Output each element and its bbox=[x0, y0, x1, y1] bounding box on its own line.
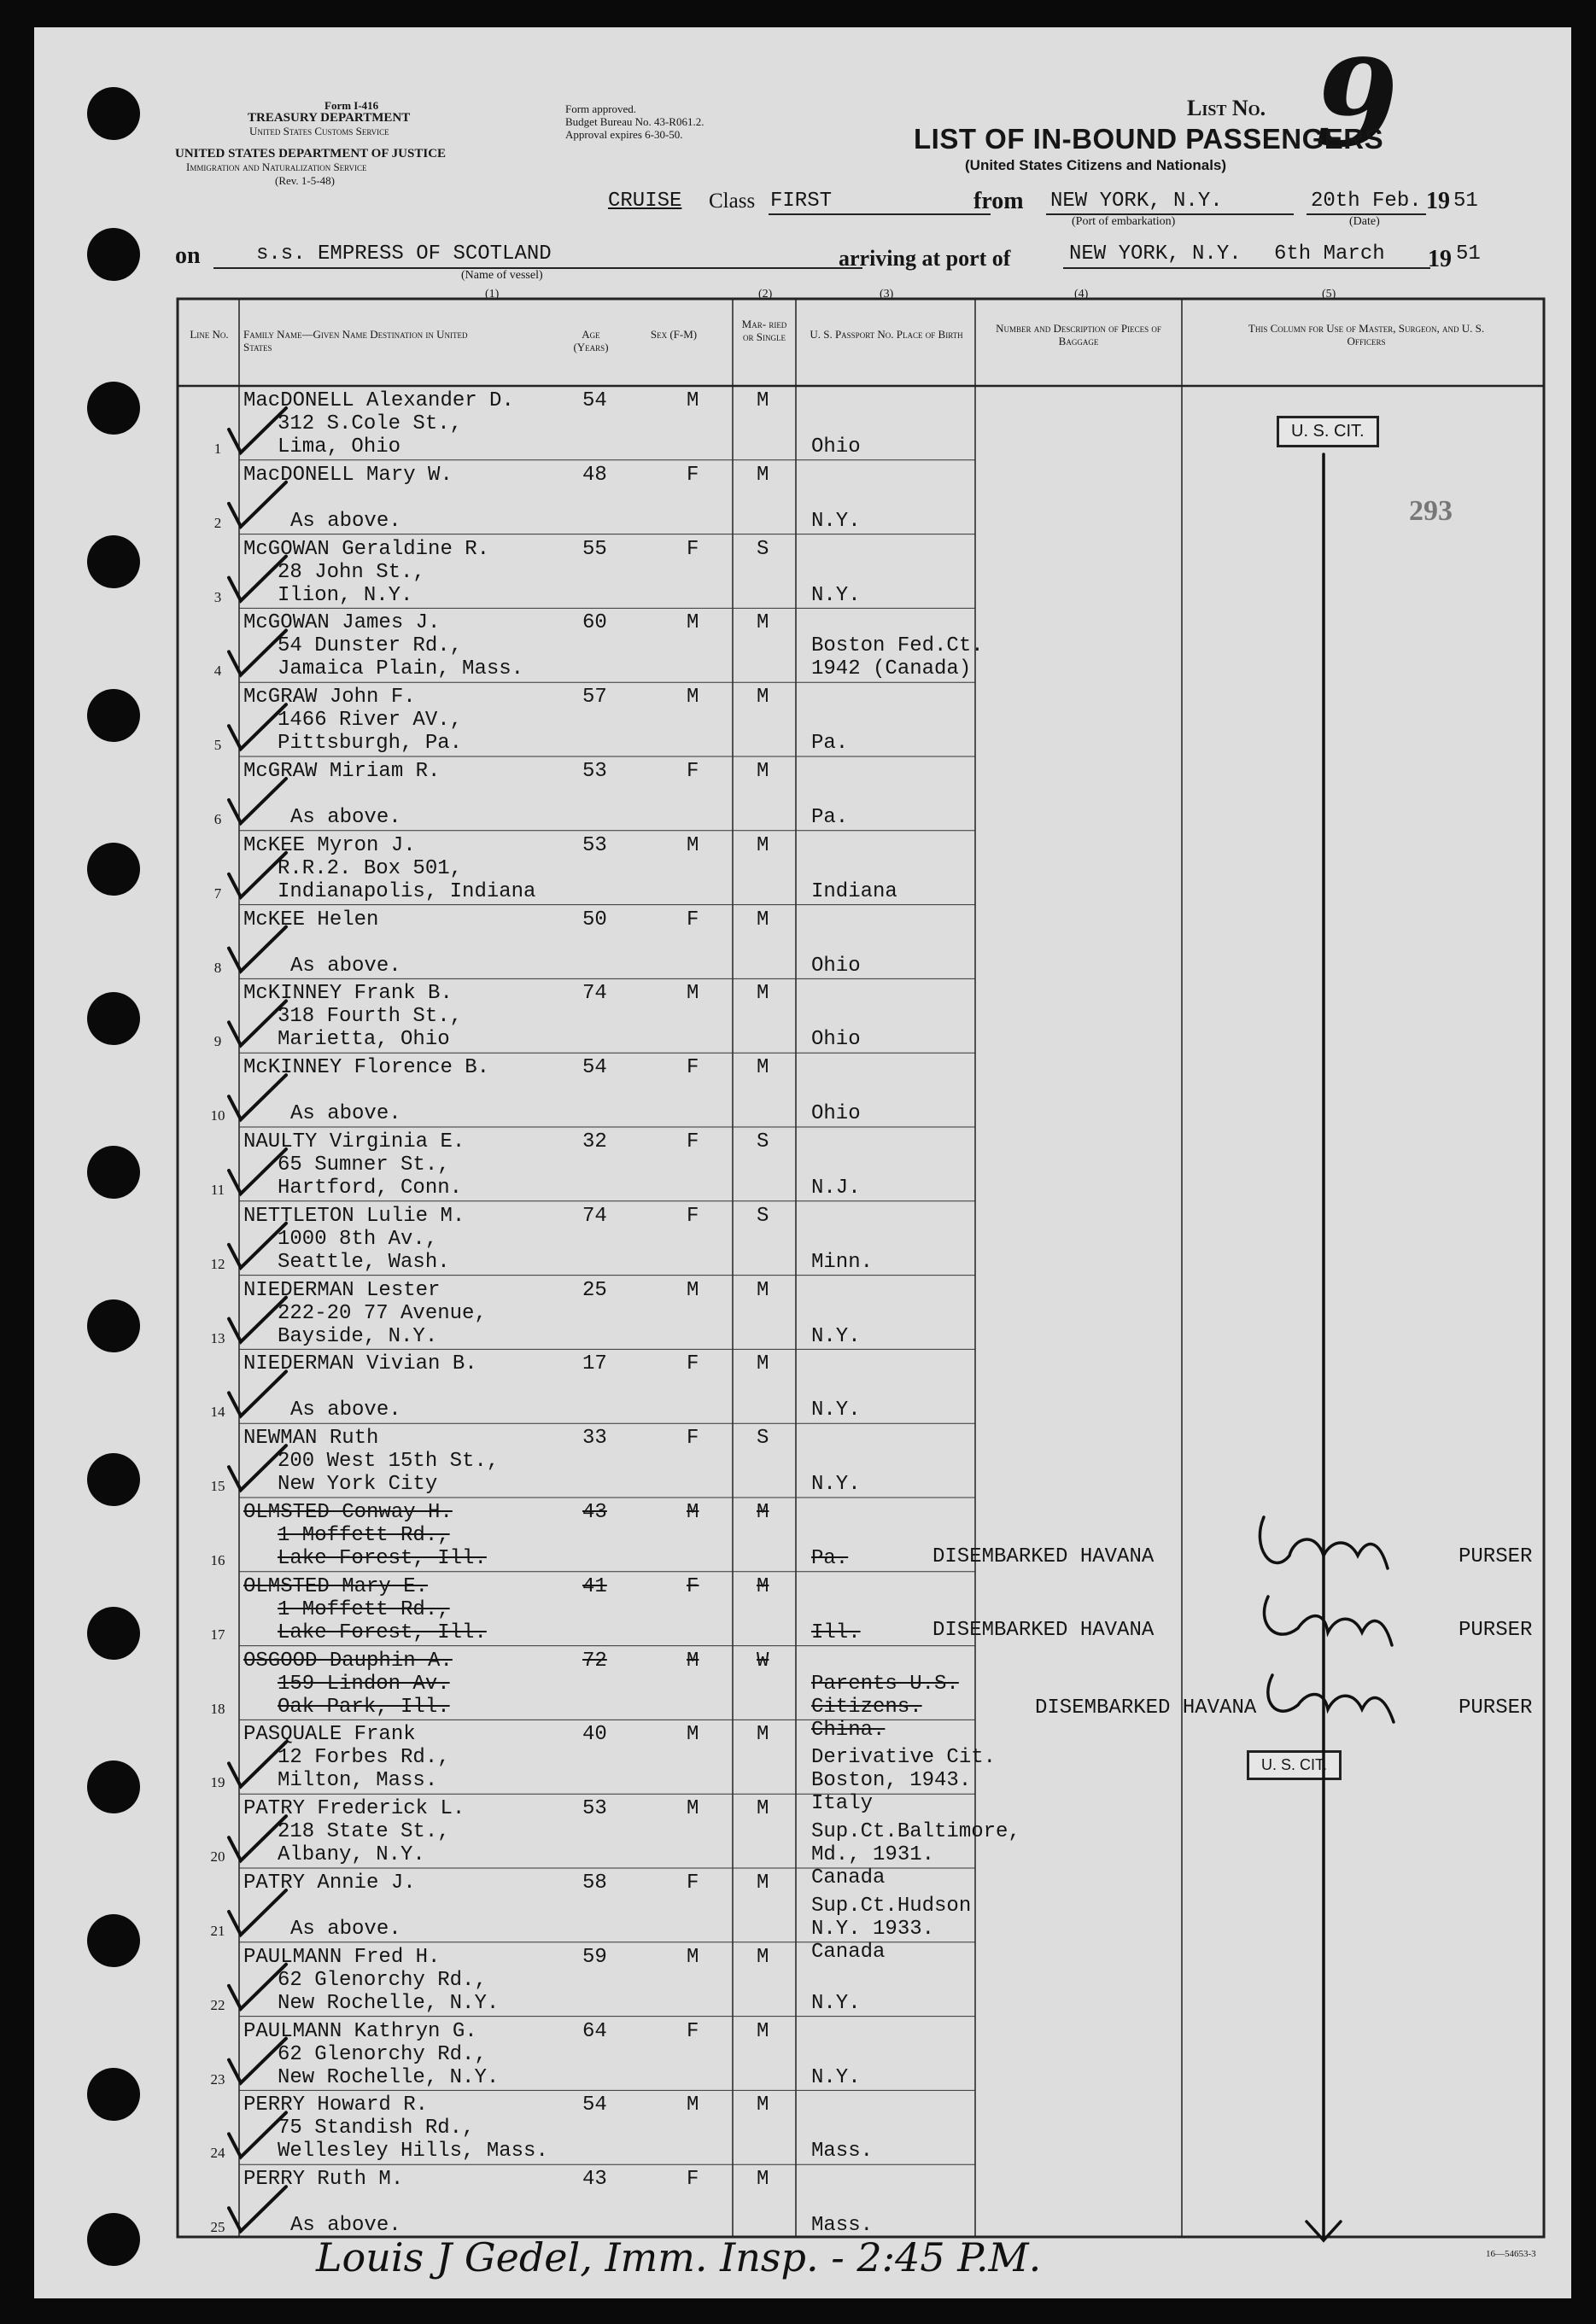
birth-place: N.Y. bbox=[811, 1398, 861, 1422]
class-value: FIRST bbox=[770, 190, 833, 213]
passenger-address: 1 Moffett Rd., bbox=[278, 1597, 450, 1621]
passenger-sex: F bbox=[687, 1056, 699, 1080]
passenger-address: 12 Forbes Rd., bbox=[278, 1746, 450, 1770]
list-no-value: 9 bbox=[1315, 34, 1399, 174]
check-mark bbox=[229, 1075, 286, 1119]
embark-caption: (Port of embarkation) bbox=[1072, 215, 1176, 228]
passport-info: Sup.Ct.Hudson bbox=[811, 1895, 972, 1918]
passenger-destination: Bayside, N.Y. bbox=[278, 1324, 438, 1348]
header-officers: This Column for Use of Master, Surgeon, and U. S. Officers bbox=[1248, 322, 1485, 347]
birth-country: China. bbox=[811, 1718, 886, 1742]
passenger-name: McKINNEY Frank B. bbox=[243, 982, 453, 1006]
passenger-address: 28 John St., bbox=[278, 560, 425, 584]
passenger-marital-status: S bbox=[757, 537, 769, 561]
birth-place: Boston, 1943. bbox=[811, 1769, 972, 1793]
passenger-destination: As above. bbox=[290, 1918, 401, 1941]
line-number: 6 bbox=[213, 811, 222, 827]
birth-place: N.Y. bbox=[811, 1991, 861, 2015]
birth-place: N.J. bbox=[811, 1177, 861, 1200]
passenger-name: PAULMANN Fred H. bbox=[243, 1945, 441, 1969]
ins-service: Immigration and Naturalization Service bbox=[186, 161, 367, 173]
passenger-destination: New Rochelle, N.Y. bbox=[278, 2065, 500, 2089]
passenger-marital-status: M bbox=[757, 686, 769, 709]
passenger-destination: Marietta, Ohio bbox=[278, 1028, 450, 1052]
check-mark bbox=[229, 630, 286, 674]
treasury-dept: TREASURY DEPARTMENT bbox=[248, 111, 411, 125]
passenger-address: 65 Sumner St., bbox=[278, 1153, 450, 1177]
line-number: 21 bbox=[210, 1923, 225, 1939]
passenger-destination: Pittsburgh, Pa. bbox=[278, 732, 463, 756]
header-name: Family Name—Given Name Destination in United States bbox=[243, 328, 468, 353]
check-mark bbox=[229, 1149, 286, 1194]
passport-info: Parents U.S. bbox=[811, 1672, 959, 1696]
passenger-sex: M bbox=[687, 389, 699, 412]
disembarked-note: DISEMBARKED HAVANA bbox=[932, 1619, 1155, 1642]
passenger-marital-status: S bbox=[757, 1427, 769, 1451]
passenger-marital-status: S bbox=[757, 1204, 769, 1228]
passenger-address: R.R.2. Box 501, bbox=[278, 856, 463, 880]
line-number: 8 bbox=[213, 959, 222, 976]
line-number: 25 bbox=[210, 2219, 225, 2236]
passenger-sex: F bbox=[687, 1427, 699, 1451]
passenger-marital-status: M bbox=[757, 2168, 769, 2192]
page-subtitle: (United States Citizens and Nationals) bbox=[965, 157, 1227, 173]
line-number: 15 bbox=[210, 1478, 225, 1495]
birth-place: 1942 (Canada) bbox=[811, 657, 972, 681]
header-sex: Sex (F-M) bbox=[650, 328, 698, 341]
passenger-name: McGRAW John F. bbox=[243, 686, 416, 709]
passenger-name: OLMSTED Conway H. bbox=[243, 1501, 453, 1524]
check-mark bbox=[229, 1890, 286, 1935]
passenger-sex: F bbox=[687, 1204, 699, 1228]
revision: (Rev. 1-5-48) bbox=[275, 174, 335, 187]
passenger-age: 74 bbox=[582, 1204, 607, 1228]
passenger-sex: M bbox=[687, 686, 699, 709]
passenger-sex: F bbox=[687, 537, 699, 561]
us-cit-stamp: U. S. CIT. bbox=[1277, 416, 1379, 447]
passenger-age: 55 bbox=[582, 537, 607, 561]
page-stamp-number: 293 bbox=[1409, 495, 1453, 527]
purser-note: PURSER bbox=[1459, 1545, 1533, 1568]
passenger-sex: M bbox=[687, 1649, 699, 1673]
col-num-5: (5) bbox=[1322, 288, 1336, 301]
passenger-sex: F bbox=[687, 463, 699, 487]
passenger-marital-status: M bbox=[757, 2019, 769, 2043]
form-code: 16—54653-3 bbox=[1486, 2249, 1536, 2259]
passenger-sex: F bbox=[687, 1130, 699, 1153]
birth-place: Citizens. bbox=[811, 1695, 922, 1719]
vessel-name: s.s. EMPRESS OF SCOTLAND bbox=[256, 242, 552, 266]
passenger-marital-status: M bbox=[757, 833, 769, 857]
passenger-name: MacDONELL Alexander D. bbox=[243, 389, 514, 412]
passport-info: Sup.Ct.Baltimore, bbox=[811, 1820, 1020, 1844]
passenger-address: 200 West 15th St., bbox=[278, 1450, 500, 1474]
line-number: 11 bbox=[210, 1182, 225, 1198]
passenger-name: NIEDERMAN Vivian B. bbox=[243, 1352, 477, 1376]
passenger-name: PATRY Annie J. bbox=[243, 1871, 416, 1895]
passenger-sex: F bbox=[687, 760, 699, 783]
passenger-marital-status: M bbox=[757, 463, 769, 487]
check-mark bbox=[229, 1742, 286, 1786]
passenger-marital-status: M bbox=[757, 1056, 769, 1080]
passenger-name: PATRY Frederick L. bbox=[243, 1797, 465, 1821]
birth-place: N.Y. bbox=[811, 1473, 861, 1497]
line-number: 7 bbox=[213, 885, 222, 902]
class-label: Class bbox=[709, 190, 756, 213]
passenger-age: 74 bbox=[582, 982, 607, 1006]
passenger-sex: M bbox=[687, 2093, 699, 2117]
passenger-age: 41 bbox=[582, 1574, 607, 1598]
approval-line-1: Form approved. bbox=[565, 102, 637, 115]
passenger-name: McGRAW Miriam R. bbox=[243, 760, 441, 783]
check-mark bbox=[229, 1371, 286, 1416]
check-mark bbox=[229, 1816, 286, 1860]
header-line-no: Line No. bbox=[190, 328, 229, 341]
birth-place: N.Y. bbox=[811, 1324, 861, 1348]
passenger-address: 62 Glenorchy Rd., bbox=[278, 1968, 487, 1992]
passenger-sex: F bbox=[687, 908, 699, 931]
passenger-age: 25 bbox=[582, 1278, 607, 1302]
birth-place: N.Y. bbox=[811, 583, 861, 607]
us-cit-stamp: U. S. CIT. bbox=[1247, 1750, 1342, 1780]
passenger-sex: M bbox=[687, 611, 699, 635]
birth-place: Ohio bbox=[811, 1102, 861, 1126]
birth-place: Ill. bbox=[811, 1620, 861, 1644]
birth-place: Indiana bbox=[811, 879, 897, 903]
embark-year: 51 bbox=[1453, 190, 1478, 213]
line-number: 19 bbox=[210, 1774, 225, 1791]
passenger-destination: As above. bbox=[290, 2214, 401, 2238]
check-mark bbox=[229, 927, 286, 972]
passenger-marital-status: M bbox=[757, 1574, 769, 1598]
customs-service: United States Customs Service bbox=[249, 125, 389, 137]
passenger-marital-status: M bbox=[757, 1352, 769, 1376]
birth-place: Ohio bbox=[811, 435, 861, 458]
passenger-address: 312 S.Cole St., bbox=[278, 412, 463, 435]
passenger-destination: Lake Forest, Ill. bbox=[278, 1547, 487, 1570]
check-mark bbox=[229, 1298, 286, 1342]
passenger-destination: Lake Forest, Ill. bbox=[278, 1620, 487, 1644]
check-mark bbox=[229, 1445, 286, 1490]
passenger-sex: M bbox=[687, 1278, 699, 1302]
col-num-4: (4) bbox=[1074, 288, 1089, 301]
passenger-age: 72 bbox=[582, 1649, 607, 1673]
birth-country: Italy bbox=[811, 1792, 874, 1816]
passenger-marital-status: S bbox=[757, 1130, 769, 1153]
line-number: 13 bbox=[210, 1329, 225, 1346]
passenger-destination: Hartford, Conn. bbox=[278, 1177, 463, 1200]
passenger-address: 159 Lindon Av. bbox=[278, 1672, 450, 1696]
passenger-name: PERRY Ruth M. bbox=[243, 2168, 404, 2192]
check-mark bbox=[229, 408, 286, 453]
passenger-age: 54 bbox=[582, 2093, 607, 2117]
passenger-destination: As above. bbox=[290, 954, 401, 978]
passenger-destination: Milton, Mass. bbox=[278, 1769, 438, 1793]
passenger-destination: Ilion, N.Y. bbox=[278, 583, 413, 607]
header-age: Age (Years) bbox=[573, 328, 609, 353]
birth-place: Mass. bbox=[811, 2140, 874, 2163]
passenger-destination: As above. bbox=[290, 509, 401, 533]
passenger-age: 57 bbox=[582, 686, 607, 709]
passenger-name: PERRY Howard R. bbox=[243, 2093, 429, 2117]
header-married: Mar- ried or Single bbox=[741, 318, 787, 343]
birth-place: Md., 1931. bbox=[811, 1843, 935, 1867]
cruise-label: CRUISE bbox=[608, 190, 682, 213]
line-number: 18 bbox=[210, 1700, 225, 1717]
passenger-destination: Oak Park, Ill. bbox=[278, 1695, 450, 1719]
embark-port: NEW YORK, N.Y. bbox=[1050, 190, 1223, 213]
birth-place: N.Y. bbox=[811, 2065, 861, 2089]
form-number: Form I-416 bbox=[324, 99, 379, 112]
line-number: 23 bbox=[210, 2070, 225, 2088]
passenger-age: 50 bbox=[582, 908, 607, 931]
passenger-name: PAULMANN Kathryn G. bbox=[243, 2019, 477, 2043]
passenger-name: NETTLETON Lulie M. bbox=[243, 1204, 465, 1228]
passenger-age: 54 bbox=[582, 1056, 607, 1080]
vessel-caption: (Name of vessel) bbox=[461, 269, 543, 282]
passenger-sex: F bbox=[687, 1352, 699, 1376]
passenger-marital-status: M bbox=[757, 1871, 769, 1895]
passenger-destination: Albany, N.Y. bbox=[278, 1843, 425, 1867]
passenger-marital-status: M bbox=[757, 908, 769, 931]
line-number: 9 bbox=[213, 1033, 222, 1050]
check-mark bbox=[229, 704, 286, 749]
passenger-age: 33 bbox=[582, 1427, 607, 1451]
birth-place: Pa. bbox=[811, 1547, 849, 1570]
birth-place: N.Y. 1933. bbox=[811, 1918, 935, 1941]
date-caption: (Date) bbox=[1349, 215, 1380, 228]
check-mark bbox=[229, 779, 286, 823]
header-passport: U. S. Passport No. Place of Birth bbox=[810, 328, 963, 341]
passenger-sex: M bbox=[687, 1723, 699, 1747]
handwritten-marks bbox=[34, 27, 1571, 2298]
passenger-destination: Seattle, Wash. bbox=[278, 1250, 450, 1274]
manifest-sheet bbox=[34, 27, 1571, 2298]
passenger-age: 17 bbox=[582, 1352, 607, 1376]
line-number: 17 bbox=[210, 1626, 225, 1643]
justice-dept: UNITED STATES DEPARTMENT OF JUSTICE bbox=[175, 147, 447, 161]
arrival-port: NEW YORK, N.Y. bbox=[1069, 242, 1242, 266]
check-mark bbox=[229, 482, 286, 527]
passenger-marital-status: M bbox=[757, 389, 769, 412]
passenger-age: 43 bbox=[582, 2168, 607, 2192]
passenger-name: NAULTY Virginia E. bbox=[243, 1130, 465, 1153]
passenger-sex: M bbox=[687, 1501, 699, 1524]
approval-line-3: Approval expires 6-30-50. bbox=[565, 128, 683, 141]
birth-place: N.Y. bbox=[811, 509, 861, 533]
disembarked-note: DISEMBARKED HAVANA bbox=[1035, 1696, 1257, 1720]
passenger-name: OLMSTED Mary E. bbox=[243, 1574, 429, 1598]
passport-info: Boston Fed.Ct. bbox=[811, 634, 984, 658]
passenger-age: 43 bbox=[582, 1501, 607, 1524]
passenger-destination: As above. bbox=[290, 1398, 401, 1422]
passenger-marital-status: M bbox=[757, 1945, 769, 1969]
passenger-name: PASQUALE Frank bbox=[243, 1723, 416, 1747]
disembarked-note: DISEMBARKED HAVANA bbox=[932, 1545, 1155, 1568]
birth-place: Ohio bbox=[811, 1028, 861, 1052]
passenger-age: 40 bbox=[582, 1723, 607, 1747]
line-number: 10 bbox=[210, 1107, 225, 1124]
check-mark bbox=[229, 1965, 286, 2009]
arriving-label: arriving at port of bbox=[839, 246, 1011, 271]
passenger-destination: Indianapolis, Indiana bbox=[278, 879, 536, 903]
line-number: 12 bbox=[210, 1255, 225, 1272]
passenger-name: McGOWAN Geraldine R. bbox=[243, 537, 490, 561]
check-mark bbox=[229, 1223, 286, 1268]
passenger-destination: As above. bbox=[290, 1102, 401, 1126]
check-mark bbox=[229, 557, 286, 601]
passenger-address: 54 Dunster Rd., bbox=[278, 634, 463, 658]
birth-place: Pa. bbox=[811, 806, 849, 829]
passenger-age: 64 bbox=[582, 2019, 607, 2043]
passenger-name: OSGOOD Dauphin A. bbox=[243, 1649, 453, 1673]
passenger-age: 59 bbox=[582, 1945, 607, 1969]
header-baggage: Number and Description of Pieces of Baggage bbox=[996, 322, 1161, 347]
passenger-name: McKINNEY Florence B. bbox=[243, 1056, 490, 1080]
birth-place: Minn. bbox=[811, 1250, 874, 1274]
passenger-age: 60 bbox=[582, 611, 607, 635]
passenger-address: 318 Fourth St., bbox=[278, 1005, 463, 1029]
line-number: 4 bbox=[213, 663, 222, 680]
passenger-marital-status: M bbox=[757, 1797, 769, 1821]
passenger-name: NEWMAN Ruth bbox=[243, 1427, 379, 1451]
passenger-destination: New Rochelle, N.Y. bbox=[278, 1991, 500, 2015]
passenger-sex: F bbox=[687, 2019, 699, 2043]
passenger-name: McGOWAN James J. bbox=[243, 611, 441, 635]
check-mark bbox=[229, 2039, 286, 2083]
passenger-sex: M bbox=[687, 833, 699, 857]
birth-country: Canada bbox=[811, 1866, 886, 1890]
passenger-name: McKEE Helen bbox=[243, 908, 379, 931]
passenger-age: 53 bbox=[582, 1797, 607, 1821]
on-label: on bbox=[175, 242, 201, 269]
passenger-address: 222-20 77 Avenue, bbox=[278, 1301, 487, 1325]
passenger-age: 53 bbox=[582, 760, 607, 783]
line-number: 5 bbox=[213, 737, 222, 754]
passenger-destination: As above. bbox=[290, 806, 401, 829]
passenger-marital-status: M bbox=[757, 1278, 769, 1302]
passenger-marital-status: M bbox=[757, 982, 769, 1006]
passport-info: Derivative Cit. bbox=[811, 1746, 997, 1770]
line-number: 14 bbox=[210, 1404, 225, 1421]
check-mark bbox=[229, 2112, 286, 2157]
line-number: 20 bbox=[210, 1848, 225, 1866]
inspector-signature: Louis J Gedel, Imm. Insp. - 2:45 P.M. bbox=[316, 2234, 1042, 2280]
col-num-1: (1) bbox=[485, 288, 500, 301]
year-prefix-2: 19 bbox=[1428, 246, 1452, 272]
check-mark bbox=[229, 1001, 286, 1045]
list-no-label: List No. bbox=[1187, 96, 1266, 120]
birth-country: Canada bbox=[811, 1941, 886, 1964]
embark-date: 20th Feb. bbox=[1311, 190, 1422, 213]
line-number: 22 bbox=[210, 1996, 225, 2013]
page-title: LIST OF IN-BOUND PASSENGERS bbox=[914, 123, 1384, 155]
passenger-age: 48 bbox=[582, 463, 607, 487]
passenger-sex: M bbox=[687, 982, 699, 1006]
passenger-name: MacDONELL Mary W. bbox=[243, 463, 453, 487]
passenger-destination: Wellesley Hills, Mass. bbox=[278, 2140, 548, 2163]
arrival-year: 51 bbox=[1456, 242, 1481, 266]
passenger-address: 218 State St., bbox=[278, 1820, 450, 1844]
line-number: 3 bbox=[213, 588, 222, 605]
passenger-marital-status: W bbox=[757, 1649, 769, 1673]
passenger-marital-status: M bbox=[757, 611, 769, 635]
passenger-address: 1466 River AV., bbox=[278, 709, 463, 733]
passenger-destination: Lima, Ohio bbox=[278, 435, 401, 458]
passenger-address: 75 Standish Rd., bbox=[278, 2117, 475, 2140]
birth-place: Pa. bbox=[811, 732, 849, 756]
year-prefix-1: 19 bbox=[1426, 188, 1450, 214]
passenger-marital-status: M bbox=[757, 760, 769, 783]
passenger-sex: M bbox=[687, 1797, 699, 1821]
from-label: from bbox=[973, 188, 1024, 214]
col-num-2: (2) bbox=[758, 288, 773, 301]
passenger-name: McKEE Myron J. bbox=[243, 833, 416, 857]
passenger-age: 53 bbox=[582, 833, 607, 857]
passenger-marital-status: M bbox=[757, 1723, 769, 1747]
passenger-address: 1000 8th Av., bbox=[278, 1227, 438, 1251]
passenger-sex: F bbox=[687, 2168, 699, 2192]
passenger-marital-status: M bbox=[757, 1501, 769, 1524]
arrival-date: 6th March bbox=[1274, 242, 1385, 266]
line-number: 1 bbox=[213, 441, 222, 457]
passenger-destination: New York City bbox=[278, 1473, 438, 1497]
approval-line-2: Budget Bureau No. 43-R061.2. bbox=[565, 115, 704, 128]
passenger-marital-status: M bbox=[757, 2093, 769, 2117]
passenger-age: 32 bbox=[582, 1130, 607, 1153]
passenger-age: 58 bbox=[582, 1871, 607, 1895]
passenger-sex: F bbox=[687, 1574, 699, 1598]
line-number: 24 bbox=[210, 2145, 225, 2162]
check-mark bbox=[229, 2187, 286, 2231]
passenger-sex: F bbox=[687, 1871, 699, 1895]
col-num-3: (3) bbox=[880, 288, 894, 301]
purser-note: PURSER bbox=[1459, 1619, 1533, 1642]
birth-place: Ohio bbox=[811, 954, 861, 978]
passenger-age: 54 bbox=[582, 389, 607, 412]
passenger-address: 1 Moffett Rd., bbox=[278, 1524, 450, 1547]
check-mark bbox=[229, 853, 286, 897]
purser-note: PURSER bbox=[1459, 1696, 1533, 1720]
passenger-destination: Jamaica Plain, Mass. bbox=[278, 657, 524, 681]
passenger-sex: M bbox=[687, 1945, 699, 1969]
birth-place: Mass. bbox=[811, 2214, 874, 2238]
passenger-name: NIEDERMAN Lester bbox=[243, 1278, 441, 1302]
passenger-address: 62 Glenorchy Rd., bbox=[278, 2042, 487, 2066]
line-number: 16 bbox=[210, 1552, 225, 1568]
line-number: 2 bbox=[213, 514, 222, 531]
